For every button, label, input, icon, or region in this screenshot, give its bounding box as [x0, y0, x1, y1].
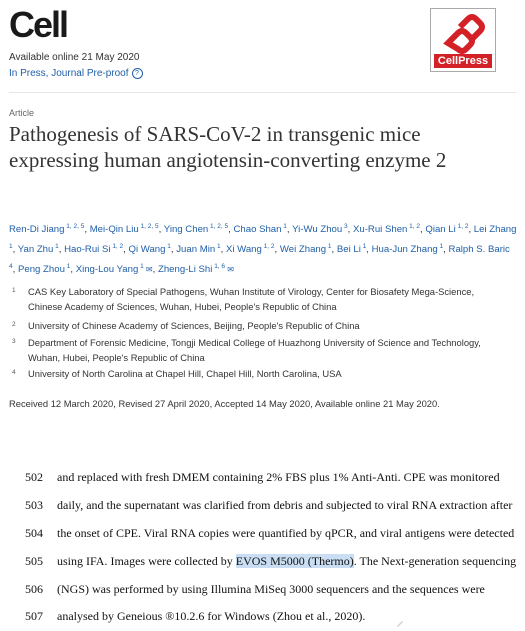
author-affiliation-marker[interactable]: 1	[9, 243, 13, 251]
manuscript-line	[0, 582, 525, 602]
author-link[interactable]: Ren-Di Jiang	[9, 224, 65, 236]
affiliation-text: CAS Key Laboratory of Special Pathogens, Wuhan Institute of Virology, Center for Biosafety Mega-Science, Chinese Academy of Sciences, Wuhan, Hubei, People's Republic of China	[28, 286, 475, 312]
journal-logo[interactable]: Cell	[9, 4, 68, 45]
highlighted-text[interactable]: EVOS M5000 (Thermo)	[235, 554, 354, 568]
article-title: Pathogenesis of SARS-CoV-2 in transgenic mice expressing human angiotensin-converting enzyme 2	[9, 122, 447, 172]
cellpress-logo[interactable]	[430, 8, 496, 72]
article-type: Article	[9, 108, 35, 118]
line-text[interactable]: the onset of CPE. Viral RNA copies were quantified by qPCR, and viral antigens were detected	[57, 526, 515, 540]
author-link[interactable]: Mei-Qin Liu	[89, 224, 139, 236]
line-number: 507	[25, 609, 43, 623]
pen-cursor-icon	[395, 618, 405, 628]
journal-status-link[interactable]	[9, 68, 143, 79]
affiliation-number: 1	[12, 287, 16, 294]
author-affiliation-marker[interactable]: 1, 2, 5	[138, 223, 159, 230]
author-affiliation-marker[interactable]: 1, 6	[212, 263, 226, 271]
line-text[interactable]: daily, and the supernatant was clarified from debris and subjected to viral RNA extraction after	[57, 498, 513, 512]
line-text[interactable]: analysed by Geneious ®10.2.6 for Windows (Zhou et al., 2020).	[57, 609, 366, 623]
author-link[interactable]: Zheng-Li Shi	[157, 264, 213, 276]
affiliation-number: 2	[12, 321, 16, 328]
author-link[interactable]: Ying Chen	[163, 224, 209, 236]
line-text[interactable]: using IFA. Images were collected by EVOS M5000 (Thermo). The Next-generation sequencing	[57, 554, 517, 568]
affiliation-item	[12, 366, 488, 381]
author-affiliation-marker[interactable]: 1, 2, 5	[64, 223, 85, 230]
author-link[interactable]: Qian Li	[425, 224, 456, 236]
author-link[interactable]: Xi Wang	[225, 244, 262, 256]
line-number: 502	[25, 470, 43, 484]
author-link[interactable]: Yi-Wu Zhou	[292, 224, 343, 236]
line-text[interactable]: (NGS) was performed by using Illumina MiSeq 3000 sequencers and the sequences were	[57, 582, 485, 596]
manuscript-line	[0, 526, 525, 546]
line-number: 506	[25, 582, 43, 596]
affiliation-item	[12, 318, 488, 333]
line-number: 505	[25, 554, 43, 568]
author-affiliation-marker[interactable]: 1	[165, 243, 171, 251]
author-link[interactable]: Wei Zhang	[279, 244, 327, 256]
manuscript-line	[0, 554, 525, 574]
line-number: 504	[25, 526, 43, 540]
author-affiliation-marker[interactable]: 1, 2	[261, 243, 275, 251]
author-affiliation-marker[interactable]: 4	[9, 263, 13, 271]
author-affiliation-marker[interactable]: 1	[437, 243, 444, 251]
author-affiliation-marker[interactable]: 1	[215, 243, 221, 251]
author-link[interactable]: Qi Wang	[128, 244, 166, 256]
corresponding-author-icon[interactable]: ✉	[225, 265, 234, 275]
author-affiliation-marker[interactable]: 1	[326, 243, 332, 251]
author-affiliation-marker[interactable]: 1, 2	[110, 243, 124, 251]
article-history: Received 12 March 2020, Revised 27 April 2020, Accepted 14 May 2020, Available online 21 May 2020.	[9, 398, 440, 409]
cellpress-logo-text: CellPress	[434, 54, 492, 68]
author-affiliation-marker[interactable]: 1	[281, 223, 287, 230]
affiliation-text: University of North Carolina at Chapel Hill, Chapel Hill, North Carolina, USA	[28, 368, 342, 379]
author-link[interactable]: Xu-Rui Shen	[352, 224, 408, 236]
author-affiliation-marker[interactable]: 1	[360, 243, 367, 251]
manuscript-line	[0, 498, 525, 518]
author-link[interactable]: Peng Zhou	[17, 264, 65, 276]
author-link[interactable]: Lei Zhang	[473, 224, 517, 236]
cellpress-mark-icon	[440, 13, 486, 55]
affiliation-text: Department of Forensic Medicine, Tongji Medical College of Huazhong University of Science and Technology, Wuhan, Hubei, People's Republic of China	[28, 337, 481, 363]
author-affiliation-marker[interactable]: 1	[64, 263, 71, 271]
author-link[interactable]: Hua-Jun Zhang	[371, 244, 438, 256]
help-icon[interactable]: ?	[132, 68, 143, 79]
author-affiliation-marker[interactable]: 1, 2	[455, 223, 469, 230]
author-list: Ren-Di Jiang $^{1, 2, 5}$, Mei-Qin Liu $^{1, 2, 5}$, Ying Chen $^{1, 2, 5}$, Chao Shan $^1$, Yi-Wu Zhou $^3$, Xu-Rui Shen $^{1, 2}$, Qian Li $^{1, 2}$, Lei Zhang $^1$, Yan Zhu $^1$, Hao-Rui Si $^{1, 2}$, Qi Wang $^1$, Juan Min $^1$, Xi Wang $^{1, 2}$, Wei Zhang $^1$, Bei Li $^1$, Hua-Jun Zhang $^1$, Ralph S. Baric $^4$, Peng Zhou $^1$, Xing-Lou Yang $^1$ ✉, Zheng-Li Shi $^{1, 6}$ ✉	[9, 223, 517, 276]
author-affiliation-marker[interactable]: 3	[342, 223, 348, 230]
author-link[interactable]: Ralph S. Baric	[448, 244, 510, 256]
author-link[interactable]: Chao Shan	[233, 224, 282, 236]
corresponding-author-icon[interactable]: ✉	[143, 265, 153, 275]
manuscript-line	[0, 609, 525, 629]
author-link[interactable]: Yan Zhu	[17, 244, 54, 256]
author-link[interactable]: Xing-Lou Yang	[75, 264, 139, 276]
journal-status-label[interactable]: In Press, Journal Pre-proof	[9, 68, 129, 79]
author-affiliation-marker[interactable]: 1	[138, 263, 144, 271]
affiliation-number: 3	[12, 338, 16, 345]
affiliation-number: 4	[12, 369, 16, 376]
manuscript-line	[0, 470, 525, 490]
author-affiliation-marker[interactable]: 1, 2	[407, 223, 421, 230]
affiliation-text: University of Chinese Academy of Sciences, Beijing, People's Republic of China	[28, 320, 360, 331]
affiliation-item	[12, 284, 488, 314]
available-online-date: Available online 21 May 2020	[9, 52, 140, 63]
author-affiliation-marker[interactable]: 1, 2, 5	[208, 223, 229, 230]
author-affiliation-marker[interactable]: 1	[53, 243, 59, 251]
line-text[interactable]: and replaced with fresh DMEM containing 2% FBS plus 1% Anti-Anti. CPE was monitored	[57, 470, 500, 484]
header-divider	[9, 92, 516, 93]
line-number: 503	[25, 498, 43, 512]
author-link[interactable]: Hao-Rui Si	[64, 244, 111, 256]
author-link[interactable]: Juan Min	[176, 244, 216, 256]
affiliation-item	[12, 335, 488, 365]
author-link[interactable]: Bei Li	[336, 244, 361, 256]
